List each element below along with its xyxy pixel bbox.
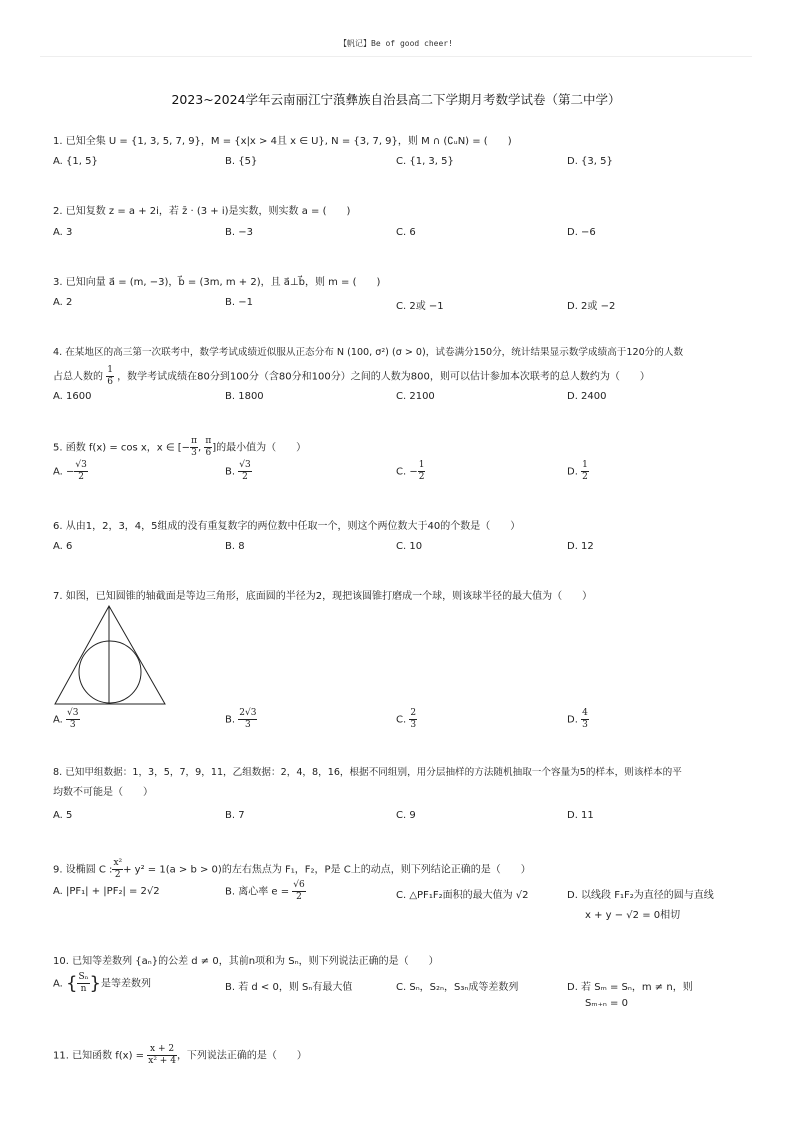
q5-b-den: 2: [242, 472, 248, 482]
q9-option-d-line2: x + y − √2 = 0相切: [585, 910, 681, 921]
q6-option-b: B. 8: [225, 541, 245, 552]
q9-option-b-label: B. 离心率 e =: [225, 886, 290, 898]
question-4-stem-line2: [53, 365, 753, 388]
question-8-stem-line1: 8. 已知甲组数据：1，3，5，7，9，11，乙组数据：2，4，8，16，根据不同组别，用分层抽样的方法随机抽取一个容量为5的样本，则该样本的平: [53, 767, 682, 778]
cone-cross-section-figure: [53, 604, 173, 709]
q9-fraction: [112, 858, 123, 881]
question-9-stem: [53, 858, 753, 881]
q3-option-a: A. 2: [53, 297, 73, 308]
q5-c-num: 1: [418, 460, 425, 470]
q5-option-a: [53, 460, 88, 483]
question-5: [53, 436, 753, 459]
q7-option-d: [567, 708, 589, 731]
header-divider: [40, 56, 752, 57]
q5-option-a-label: A.: [53, 466, 63, 478]
inscribed-circle: [79, 641, 141, 703]
q11-frac-den: x² + 4: [148, 1056, 176, 1066]
q7-option-a-frac: [66, 708, 79, 731]
question-10-stem: 10. 已知等差数列 {aₙ}的公差 d ≠ 0，其前n项和为 Sₙ，则下列说法正确的是（ ）: [53, 956, 439, 967]
question-2-stem: 2. 已知复数 z = a + 2i，若 z̄ · (3 + i)是实数，则实数 a = ( ): [53, 206, 351, 217]
q7-option-c-frac: [409, 708, 417, 731]
q11-text-b: ，下列说法正确的是（ ）: [176, 1050, 307, 1062]
q8-option-c: C. 9: [396, 810, 416, 821]
equilateral-triangle: [55, 606, 165, 704]
q7-d-den: 3: [582, 720, 588, 730]
q7-option-b-frac: [238, 708, 257, 731]
q5-option-b: [225, 460, 252, 483]
q5-frac-pi3-den: 3: [191, 448, 197, 458]
q7-a-num: √3: [67, 708, 79, 718]
q1-option-d: D. {3, 5}: [567, 156, 613, 167]
q2-option-b: B. −3: [225, 227, 253, 238]
question-2: [53, 204, 753, 220]
q1-option-b: B. {5}: [225, 156, 258, 167]
q9-text-b: + y² = 1(a > b > 0)的左右焦点为 F₁，F₂，P是 C上的动点，则下列结论正确的是（ ）: [123, 864, 531, 876]
q9-option-a: A. |PF₁| + |PF₂| = 2√2: [53, 886, 160, 897]
q5-option-b-frac: [238, 460, 251, 483]
q10-a-num: Sₙ: [78, 972, 89, 982]
question-4-stem-line1: 4. 在某地区的高三第一次联考中，数学考试成绩近似服从正态分布 N (100, σ²) (σ > 0)，试卷满分150分，统计结果显示数学成绩高于120分的人数: [53, 347, 684, 358]
q2-option-a: A. 3: [53, 227, 73, 238]
question-1: [53, 134, 753, 150]
q1-option-a: A. {1, 5}: [53, 156, 98, 167]
q7-d-num: 4: [582, 708, 588, 718]
q7-option-c: [396, 708, 417, 731]
q7-option-b: [225, 708, 257, 731]
q10-right-brace: }: [89, 973, 101, 994]
q11-text-a: 11. 已知函数 f(x) =: [53, 1050, 145, 1062]
q5-option-c: [396, 460, 425, 483]
q9-option-d-line1: D. 以线段 F₁F₂为直径的圆与直线: [567, 890, 714, 901]
question-4: [53, 345, 753, 388]
q6-option-c: C. 10: [396, 541, 423, 552]
q9-option-b: [225, 880, 306, 903]
q10-a-den: n: [80, 984, 87, 994]
q5-text-b: ]的最小值为（ ）: [212, 442, 307, 454]
q4-option-c: C. 2100: [396, 391, 435, 402]
q9-b-den: 2: [296, 892, 302, 902]
cone-diagram: [53, 604, 173, 706]
q5-frac-pi6-num: π: [205, 436, 212, 446]
question-3: [53, 275, 753, 291]
q4-frac-num: 1: [107, 365, 113, 375]
q10-option-b: B. 若 d < 0，则 Sₙ有最大值: [225, 982, 353, 993]
q10-option-d-line1: D. 若 Sₘ = Sₙ，m ≠ n，则: [567, 982, 693, 993]
q9-frac-den: 2: [114, 870, 121, 880]
q7-option-c-label: C.: [396, 714, 407, 726]
question-1-stem: 1. 已知全集 U = {1, 3, 5, 7, 9}，M = {x|x > 4且 x ∈ U}, N = {3, 7, 9}，则 M ∩ (∁ᵤN) = ( ): [53, 136, 512, 147]
q5-option-d-frac: [581, 460, 589, 483]
question-10: [53, 954, 753, 970]
q8-option-a: A. 5: [53, 810, 73, 821]
question-7: [53, 589, 753, 605]
q4-option-d: D. 2400: [567, 391, 607, 402]
q1-option-c: C. {1, 3, 5}: [396, 156, 454, 167]
q5-frac-pi6-den: 6: [205, 448, 212, 458]
header-note: 【帆记】Be of good cheer!: [339, 39, 453, 48]
q5-b-num: √3: [239, 460, 251, 470]
q6-option-d: D. 12: [567, 541, 594, 552]
question-5-stem: 5. 函数 f(x) = cos x，x ∈ [− $\frac{\pi}{3}$ , $\frac{\pi}{6}$ ]的最小值为（ ）: [53, 436, 307, 458]
q4-option-a: A. 1600: [53, 391, 92, 402]
q3-option-c: C. 2或 −1: [396, 301, 444, 312]
q7-option-d-frac: [581, 708, 589, 731]
q5-d-num: 1: [582, 460, 588, 470]
q7-option-a: [53, 708, 80, 731]
q4-text-b: ，数学考试成绩在80分到100分（含80分和100分）之间的人数为800，则可以估计参加本次联考的总人数约为（ ）: [117, 371, 650, 383]
q5-c-den: 2: [418, 472, 425, 482]
question-8-stem-line2: 均数不可能是（ ）: [53, 787, 153, 798]
page-title: 2023~2024学年云南丽江宁蒗彝族自治县高二下学期月考数学试卷（第二中学）: [171, 92, 621, 107]
q6-option-a: A. 6: [53, 541, 73, 552]
q10-option-a-label: A.: [53, 978, 63, 990]
question-11-stem: [53, 1044, 753, 1067]
q10-option-a: [53, 972, 151, 995]
q5-d-den: 2: [582, 472, 588, 482]
q7-b-num: 2√3: [239, 708, 257, 718]
q7-option-b-label: B.: [225, 714, 236, 726]
question-6-stem: 6. 从由1，2，3，4，5组成的没有重复数字的两位数中任取一个，则这个两位数大于40的个数是（ ）: [53, 521, 521, 532]
q3-option-b: B. −1: [225, 297, 253, 308]
q10-option-a-frac: [77, 972, 89, 995]
q4-frac-den: 6: [107, 377, 113, 387]
q5-frac-pi3: [190, 436, 198, 459]
q7-option-d-label: D.: [567, 714, 578, 726]
q10-option-d-line2: Sₘ₊ₙ = 0: [585, 998, 628, 1009]
q4-text-a: 占总人数的: [53, 371, 103, 383]
q5-option-d-label: D.: [567, 466, 578, 478]
q2-option-d: D. −6: [567, 227, 596, 238]
question-6: [53, 519, 753, 535]
q4-fraction: [106, 365, 114, 388]
q7-b-den: 3: [244, 720, 251, 730]
question-3-stem: 3. 已知向量 a⃗ = (m, −3)，b⃗ = (3m, m + 2)，且 a⃗⊥b⃗，则 m = ( ): [53, 277, 381, 288]
q9-text-a: 9. 设椭圆 C :: [53, 864, 113, 876]
q7-c-num: 2: [410, 708, 417, 718]
q7-option-a-label: A.: [53, 714, 63, 726]
q11-fraction: [147, 1044, 177, 1067]
q5-frac-pi3-num: π: [191, 436, 197, 446]
q7-a-den: 3: [69, 720, 76, 730]
q3-option-d: D. 2或 −2: [567, 301, 616, 312]
question-11: [53, 1044, 753, 1067]
q2-option-c: C. 6: [396, 227, 416, 238]
q5-a-den: 2: [78, 472, 85, 482]
q9-frac-num: x²: [113, 858, 123, 868]
q5-option-d: [567, 460, 589, 483]
q8-option-b: B. 7: [225, 810, 245, 821]
q5-option-b-label: B.: [225, 466, 236, 478]
q9-option-c: C. △PF₁F₂面积的最大值为 √2: [396, 890, 529, 901]
q10-option-a-text: 是等差数列: [101, 978, 151, 990]
q7-c-den: 3: [410, 720, 417, 730]
question-7-stem: 7. 如图，已知圆锥的轴截面是等边三角形，底面圆的半径为2，现把该圆锥打磨成一个球，则该球半径的最大值为（ ）: [53, 591, 593, 602]
q4-option-b: B. 1800: [225, 391, 264, 402]
question-9: [53, 858, 753, 881]
q5-option-c-label: C.: [396, 466, 407, 478]
q9-option-b-frac: [292, 880, 305, 903]
q5-a-num: √3: [75, 460, 87, 470]
q9-b-num: √6: [293, 880, 305, 890]
q10-left-brace: {: [66, 973, 78, 994]
q5-option-a-frac: [74, 460, 87, 483]
q5-option-a-sign: −: [66, 466, 75, 478]
q5-option-c-frac: [418, 460, 426, 483]
q5-text-a: 5. 函数 f(x) = cos x，x ∈ [−: [53, 442, 191, 454]
q5-option-c-sign: −: [409, 466, 418, 478]
q8-option-d: D. 11: [567, 810, 594, 821]
q10-option-c: C. Sₙ，S₂ₙ，S₃ₙ成等差数列: [396, 982, 519, 993]
question-8: [53, 765, 753, 801]
q11-frac-num: x + 2: [147, 1044, 177, 1056]
